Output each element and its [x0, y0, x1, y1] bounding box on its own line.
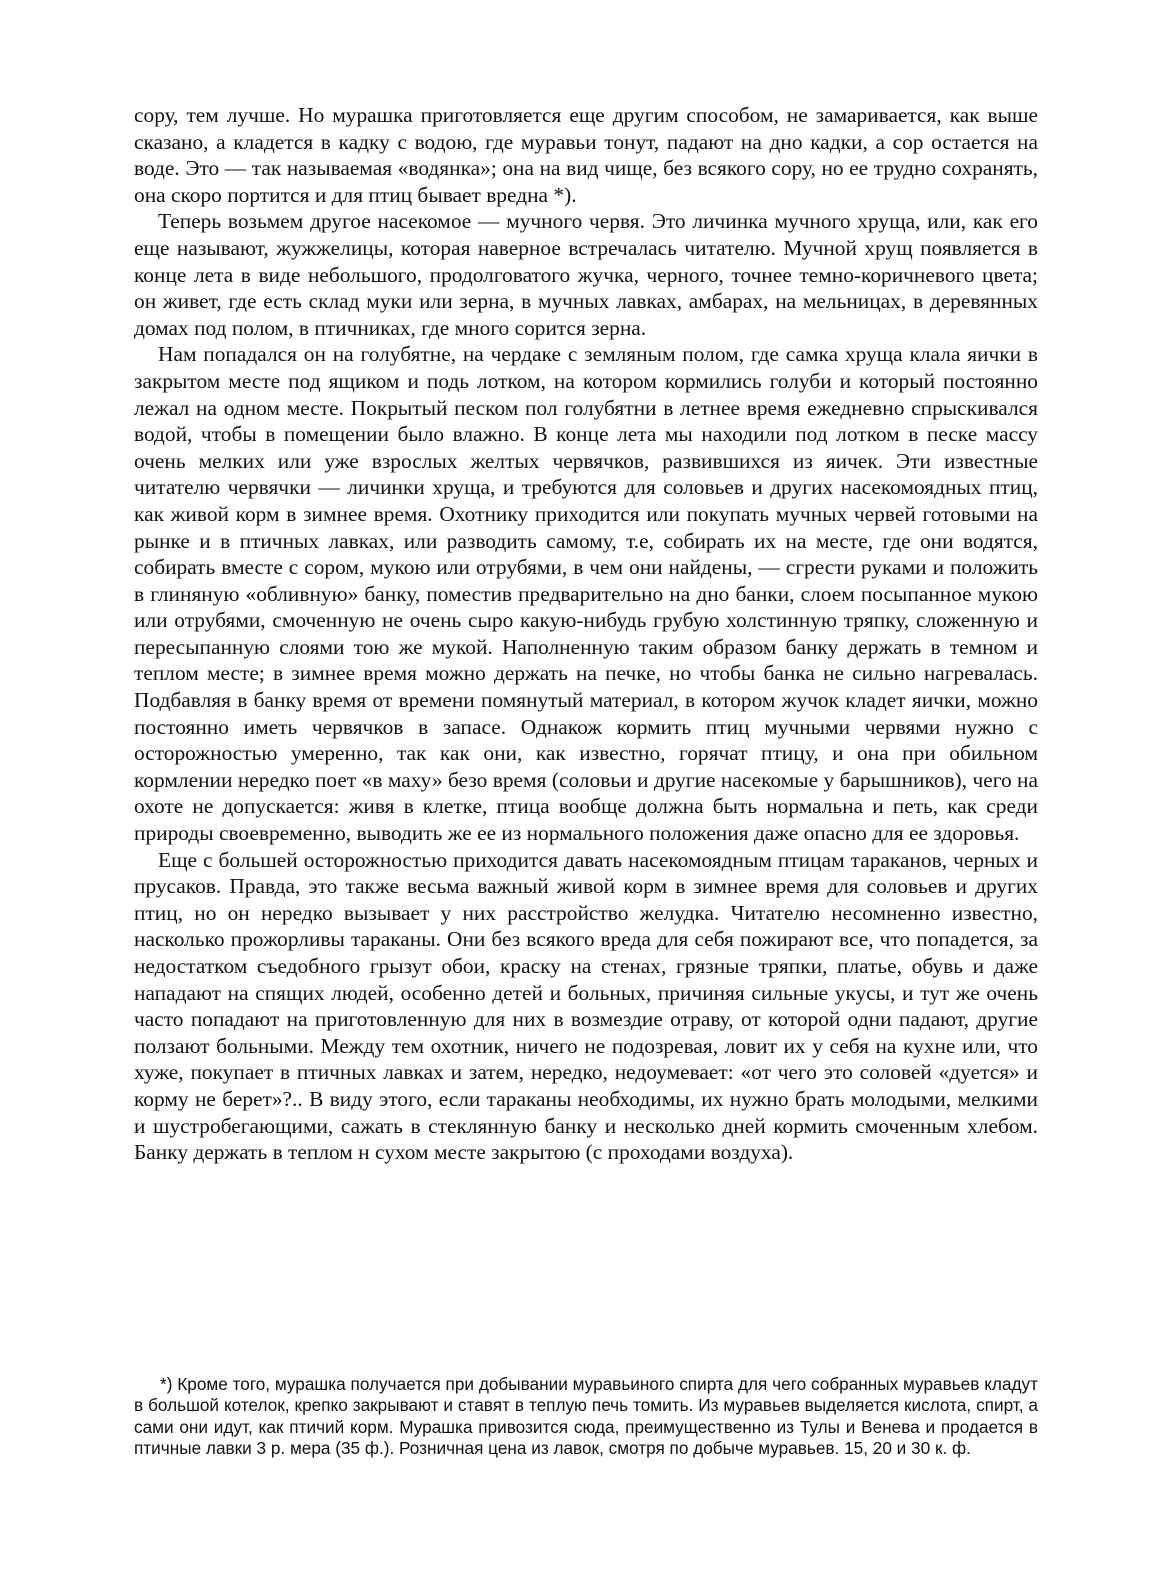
paragraph-mealworm: Теперь возьмем другое насекомое — мучного червя. Это личинка мучного хруща, или, как его еще называют, жужжелицы, которая наверное встречалась читателю. Мучной хрущ появляется в конце лета в виде небольшого, продолговатого жучка, черного, точнее темно-коричневого цвета; он живет, где есть склад муки или зерна, в мучных лавках, амбарах, на мельницах, в деревянных домах под полом, в птичниках, где много сорится зерна.: [134, 209, 1038, 340]
paragraph-continuation: сору, тем лучше. Но мурашка приготовляется еще другим способом, не замаривается, как выше сказано, а кладется в кадку с водою, где муравьи тонут, падают на дно кадки, а сор остается на воде. Это — так называемая «водянка»; она на вид чище, без всякого сору, но ее трудно сохранять, она скоро портится и для птиц бывает вредна *).: [134, 103, 1038, 207]
main-text: [134, 102, 1038, 1166]
footnote-text: *) Кроме того, мурашка получается при добывании муравьиного спирта для чего собранных муравьев кладут в большой котелок, крепко закрывают и ставят в теплую печь томить. Из муравьев выделяется кислота, спирт, а сами они идут, как птичий корм. Мурашка привозится сюда, преимущественно из Тулы и Венева и продается в птичные лавки 3 р. мера (35 ф.). Розничная цена из лавок, смотря по добыче муравьев. 15, 20 и 30 к. ф.: [134, 1374, 1038, 1459]
paragraph-dovecote: Нам попадался он на голубятне, на чердаке с земляным полом, где самка хруща клала яички в закрытом месте под ящиком и подь лотком, на котором кормились голуби и который постоянно лежал на одном месте. Покрытый песком пол голубятни в летнее время ежедневно спрыскивался водой, чтобы в помещении было влажно. В конце лета мы находили под лотком в песке массу очень мелких или уже взрослых желтых червячков, развившихся из яичек. Эти известные читателю червячки — личинки хруща, и требуются для соловьев и других насекомоядных птиц, как живой корм в зимнее время. Охотнику приходится или покупать мучных червей готовыми на рынке и в птичных лавках, или разводить самому, т.е, собирать их на месте, где они водятся, собирать вместе с сором, мукою или отрубями, в чем они найдены, — сгрести руками и положить в глиняную «обливную» банку, поместив предварительно на дно банки, слоем посыпанное мукою или отрубями, смоченную не очень сыро какую-нибудь грубую холстинную тряпку, сложенную и пересыпанную слоями тою же мукой. Наполненную таким образом банку держать в темном и теплом месте; в зимнее время можно держать на печке, но чтобы банка не сильно нагревалась. Подбавляя в банку время от времени помянутый материал, в котором жучок кладет яички, можно постоянно иметь червячков в запасе. Однакож кормить птиц мучными червями нужно с осторожностью умеренно, так как они, как известно, горячат птицу, и она при обильном кормлении нередко поет «в маху» безо время (соловьи и другие насекомые у барышников), чего на охоте не допускается: живя в клетке, птица вообще должна быть нормальна и петь, как среди природы своевременно, выводить же ее из нормального положения даже опасно для ее здоровья.: [134, 342, 1038, 846]
paragraph-cockroaches: Еще с большей осторожностью приходится давать насекомоядным птицам тараканов, черных и прусаков. Правда, это также весьма важный живой корм в зимнее время для соловьев и других птиц, но он нередко вызывает у них расстройство желудка. Читателю несомненно известно, насколько прожорливы тараканы. Они без всякого вреда для себя пожирают все, что попадется, за недостатком съедобного грызут обои, краску на стенах, грязные тряпки, платье, обувь и даже нападают на спящих людей, особенно детей и больных, причиняя сильные укусы, и тут же очень часто попадают на приготовленную для них в возмездие отраву, от которой одни падают, другие ползают больными. Между тем охотник, ничего не подозревая, ловит их у себя на кухне или, что хуже, покупает в птичных лавках и затем, нередко, недоумевает: «от чего это соловей «дуется» и корму не берет»?.. В виду этого, если тараканы необходимы, их нужно брать молодыми, мелкими и шустробегающими, сажать в стеклянную банку и несколько дней кормить смоченным хлебом. Банку держать в теплом н сухом месте закрытою (с проходами воздуха).: [134, 847, 1038, 1165]
footnote: [134, 1374, 1038, 1460]
